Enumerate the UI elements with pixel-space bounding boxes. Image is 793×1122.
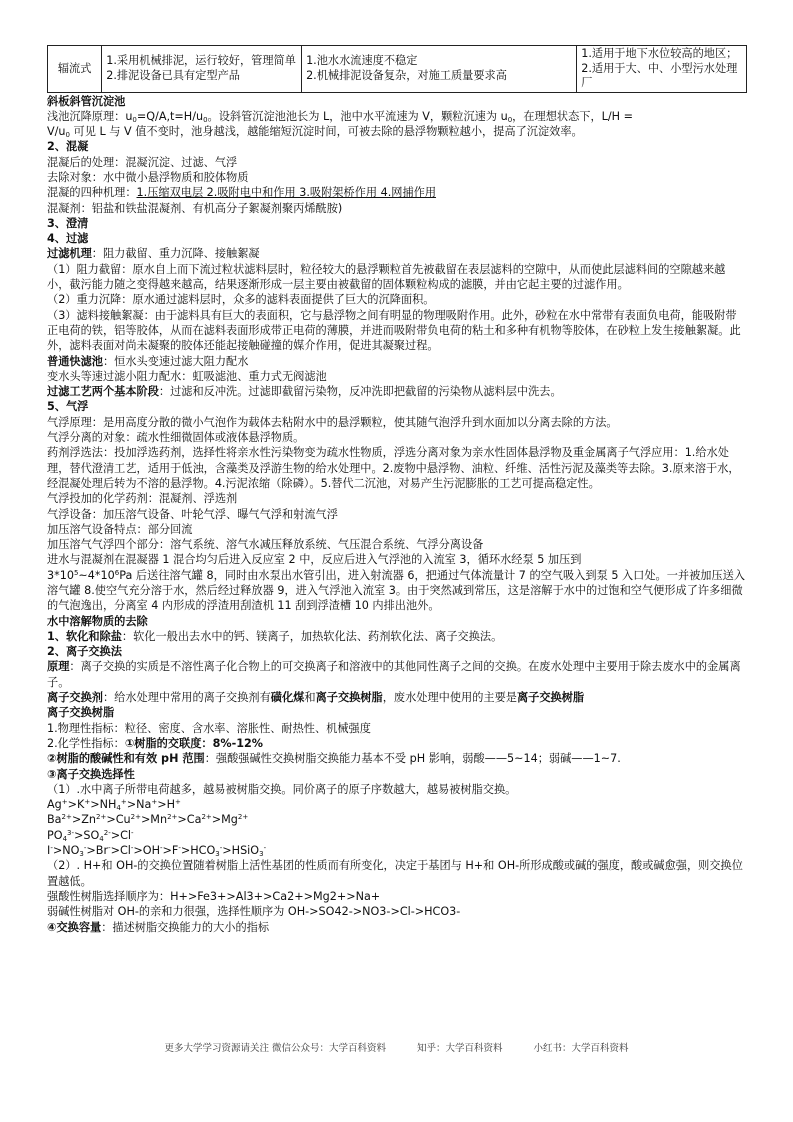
bold-text: ①树脂的交联度：8%-12% bbox=[124, 736, 264, 750]
charge: - bbox=[160, 844, 163, 853]
text: ：过滤和反冲洗。过滤即截留污染物，反冲洗即把截留的污染物从滤料层中洗去。 bbox=[158, 385, 562, 399]
text: 浅池沉降原理：u bbox=[47, 109, 133, 123]
ion-series-2 bbox=[47, 812, 747, 827]
filtration-title: 4、过滤 bbox=[47, 232, 89, 246]
resin-title: 离子交换树脂 bbox=[47, 706, 115, 720]
charge: - bbox=[83, 844, 87, 853]
bold-text: ④交换容量 bbox=[47, 920, 102, 934]
text: ，在理想状态下，L/H = bbox=[512, 109, 634, 123]
subscript: 3 bbox=[215, 850, 220, 859]
filtration-paragraph: （1）阻力截留：原水自上而下流过粒状滤料层时，粒径较大的悬浮颗粒首先被截留在表层滤料的空隙中，从而使此层滤料间的空隙越来越小，截污能力随之变得越来越高，结果逐渐形成一层主要由被截留的固体颗粒构成的滤膜，并由它起主要的过滤作用。 bbox=[47, 262, 726, 292]
charge: - bbox=[178, 844, 181, 853]
charge: 2+ bbox=[201, 813, 212, 822]
coagulation-line: 混凝后的处理：混凝沉淀、过滤、气浮 bbox=[47, 155, 238, 169]
subscript: 3 bbox=[259, 850, 264, 859]
table-cell-name: 辐流式 bbox=[48, 46, 102, 93]
text: V/u bbox=[47, 125, 66, 139]
ion: >NH bbox=[90, 798, 117, 812]
coagulation-mechanisms bbox=[47, 185, 747, 200]
label: 原理 bbox=[47, 660, 70, 674]
advantage-2: 2.排泥设备已具有定型产品 bbox=[106, 68, 240, 82]
ion: >H bbox=[157, 798, 176, 812]
ion: >Br bbox=[86, 844, 109, 858]
filtration-paragraph: （3）滤料接触絮凝：由于滤料具有巨大的表面积，它与悬浮物之间有明显的物理吸附作用。此外，砂粒在水中常带有表面负电荷，能吸附带正电荷的铁，铝等胶体，从而在滤料表面形成带正电荷的薄膜，并进而吸附带负电荷的粘土和多种有机物等胶体，在砂粒上发生接触絮凝。此外，滤料表面对尚未凝聚的胶体还能起接触碰撞的媒介作用，促进其凝聚过程。 bbox=[47, 308, 741, 353]
table-row bbox=[48, 46, 747, 93]
table-cell-applicability: 1.适用于地下水位较高的地区；2.适用于大、中、小型污水处理厂 bbox=[577, 46, 747, 93]
text: ~4*10 bbox=[78, 568, 115, 582]
comparison-table bbox=[47, 45, 747, 93]
flotation-process bbox=[47, 568, 747, 614]
charge: 2+ bbox=[130, 813, 141, 822]
coagulation-line: 去除对象：水中微小悬浮物质和胶体物质 bbox=[47, 170, 249, 184]
resin-line bbox=[47, 736, 747, 751]
ion: Ba bbox=[47, 813, 62, 827]
ion: >HCO bbox=[180, 844, 216, 858]
charge: + bbox=[61, 798, 68, 807]
ion-series-3 bbox=[47, 828, 747, 843]
subscript: 3 bbox=[79, 850, 84, 859]
ion: >OH bbox=[133, 844, 161, 858]
text: ：给水处理中常用的离子交换剂有 bbox=[102, 691, 271, 705]
document-page bbox=[47, 45, 747, 935]
ion: >Ca bbox=[177, 813, 202, 827]
ion: Ag bbox=[47, 798, 62, 812]
ion: >Mg bbox=[211, 813, 238, 827]
ion: >Zn bbox=[71, 813, 96, 827]
subscript: 0 bbox=[132, 115, 137, 124]
footer-xiaohongshu: 小红书：大学百科资料 bbox=[533, 1043, 629, 1054]
filtration-mechanism bbox=[47, 246, 747, 261]
bold-text: 磺化煤 bbox=[270, 691, 305, 705]
disadvantage-2: 2.机械排泥设备复杂，对施工质量要求高 bbox=[306, 68, 507, 82]
charge: - bbox=[219, 844, 223, 853]
ion-exchange-principle bbox=[47, 659, 747, 690]
inclined-tube-principle bbox=[47, 109, 747, 124]
charge: - bbox=[131, 828, 134, 837]
subscript: 0 bbox=[65, 131, 70, 140]
ion: >SO bbox=[74, 828, 100, 842]
table-cell-advantages bbox=[102, 46, 302, 93]
ion: PO bbox=[47, 828, 63, 842]
subscript: 4 bbox=[62, 834, 68, 843]
label: 过滤机理 bbox=[47, 247, 92, 261]
resin-line: 强酸性树脂选择顺序为：H+>Fe3+>Al3+>Ca2+>Mg2+>Na+ bbox=[47, 889, 381, 903]
label: 1、软化和除盐 bbox=[47, 629, 122, 643]
label: 普通快滤池 bbox=[47, 354, 103, 368]
clarification-title: 3、澄清 bbox=[47, 216, 89, 230]
charge: 2+ bbox=[61, 813, 72, 822]
resin-line bbox=[47, 751, 747, 766]
ion-exchange-title: 2、离子交换法 bbox=[47, 645, 122, 659]
resin-line: 1.物理性指标：粒径、密度、含水率、溶胀性、耐热性、机械强度 bbox=[47, 721, 371, 735]
flotation-line: 进水与混凝剂在混凝器 1 混合均匀后进入反应室 2 中，反应后进入气浮池的入流室 3，循环水经泵 5 加压到 bbox=[47, 553, 582, 567]
mechanism-list: 1.压缩双电层 2.吸附电中和作用 3.吸附架桥作用 4.网捕作用 bbox=[136, 186, 437, 200]
ion: >Cu bbox=[106, 813, 131, 827]
charge: + bbox=[120, 798, 127, 807]
resin-line: ③离子交换选择性 bbox=[47, 767, 135, 781]
filtration-paragraph: （2）重力沉降：原水通过滤料层时，众多的滤料表面提供了巨大的沉降面积。 bbox=[47, 293, 435, 307]
coagulation-line: 混凝剂：铝盐和铁盐混凝剂、有机高分子絮凝剂聚丙烯酰胺) bbox=[47, 201, 343, 215]
label: 过滤工艺两个基本阶段 bbox=[47, 385, 159, 399]
text: 2.化学性指标： bbox=[47, 736, 125, 750]
ion: >HSiO bbox=[222, 844, 260, 858]
charge: - bbox=[263, 844, 267, 853]
text: ：离子交换的实质是不溶性离子化合物上的可交换离子和溶液中的其他同性离子之间的交换。在废水处理中主要用于除去废水中的金属离子。 bbox=[47, 660, 741, 689]
ion-series-4 bbox=[47, 843, 747, 858]
bold-text: 离子交换树脂 bbox=[315, 691, 383, 705]
charge: 2- bbox=[103, 828, 111, 837]
text: ：阻力截留、重力沉降、接触絮凝 bbox=[91, 247, 260, 261]
page-footer bbox=[0, 1041, 793, 1056]
subscript: 0 bbox=[203, 115, 208, 124]
dissolved-title: 水中溶解物质的去除 bbox=[47, 614, 148, 628]
text: =Q/A,t=H/u bbox=[136, 109, 204, 123]
ion: >K bbox=[67, 798, 85, 812]
resin-paragraph: （2）. H+和 OH-的交换位置随着树脂上活性基团的性质而有所变化，决定于基团与 H+和 OH-所形成酸或碱的强度，酸或碱愈强，则交换位置越低。 bbox=[47, 859, 743, 888]
ion-exchange-agent bbox=[47, 690, 747, 705]
charge: 2+ bbox=[237, 813, 249, 822]
filtration-variable: 变水头等速过滤小阻力配水：虹吸滤池、重力式无阀滤池 bbox=[47, 369, 327, 383]
flotation-line: 气浮分离的对象：疏水性细微固体或液体悬浮物质。 bbox=[47, 431, 305, 445]
text: 和 bbox=[304, 691, 316, 705]
inclined-tube-title: 斜板斜管沉淀池 bbox=[47, 94, 126, 108]
flotation-line: 加压溶气气浮四个部分：溶气系统、溶气水减压释放系统、气压混合系统、气浮分离设备 bbox=[47, 538, 484, 552]
ion: I bbox=[47, 844, 51, 858]
inclined-tube-conclusion bbox=[47, 124, 747, 139]
flotation-line: 气浮投加的化学药剂：混凝剂、浮选剂 bbox=[47, 492, 238, 506]
charge: - bbox=[50, 844, 53, 853]
text: ：恒水头变速过滤大阻力配水 bbox=[102, 354, 249, 368]
charge: + bbox=[175, 798, 181, 807]
charge: - bbox=[130, 844, 134, 853]
resin-line: 弱碱性树脂对 OH-的亲和力很强，选择性顺序为 OH->SO42->NO3->Cl->HCO3- bbox=[47, 905, 461, 919]
text: ：软化一般出去水中的钙、镁离子，加热软化法、药剂软化法、离子交换法。 bbox=[121, 629, 503, 643]
text: ，废水处理中使用的主要是 bbox=[382, 691, 517, 705]
footer-zhihu: 知乎：大学百科资料 bbox=[417, 1043, 503, 1054]
text: ：强酸强碱性交换树脂交换能力基本不受 pH 影响，弱酸——5~14；弱碱——1~7. bbox=[204, 752, 621, 766]
ion: >Cl bbox=[110, 828, 132, 842]
resin-line bbox=[47, 920, 747, 935]
resin-line: （1）.水中离子所带电荷越多，越易被树脂交换。同价离子的原子序数越大，越易被树脂交换。 bbox=[47, 782, 517, 796]
flotation-line: 气浮设备：加压溶气设备、叶轮气浮、曝气气浮和射流气浮 bbox=[47, 507, 338, 521]
charge: 2+ bbox=[167, 813, 178, 822]
ion: >Mn bbox=[140, 813, 168, 827]
ion: >Cl bbox=[110, 844, 131, 858]
superscript: 6 bbox=[114, 568, 120, 577]
bold-text: 离子交换树脂 bbox=[516, 691, 585, 705]
flotation-line: 加压溶气设备特点：部分回流 bbox=[47, 522, 193, 536]
text: 混凝的四种机理： bbox=[47, 186, 137, 200]
subscript: 4 bbox=[99, 834, 104, 843]
table-cell-disadvantages bbox=[302, 46, 577, 93]
ion: >F bbox=[162, 844, 179, 858]
flotation-paragraph: 药剂浮选法：投加浮选药剂，选择性将亲水性污染物变为疏水性物质，浮选分离对象为亲水性固体悬浮物及重金属离子气浮应用：1.给水处理，替代澄清工艺，适用于低浊，含藻类及浮游生物的给水处理中。2.废物中悬浮物、油粒、纤维、活性污泥及藻类等去除。3.原来溶于水，经混凝处理后转为不溶的悬浮物。4.污泥浓缩（除磷）。5.替代二沉池，对易产生污泥膨胀的工艺可提高稳定性。 bbox=[47, 446, 740, 490]
ion: >Na bbox=[126, 798, 152, 812]
charge: 2+ bbox=[96, 813, 107, 822]
footer-wechat: 更多大学学习资源请关注 微信公众号：大学百科资料 bbox=[164, 1043, 386, 1054]
text: ：描述树脂交换能力的大小的指标 bbox=[101, 920, 270, 934]
text: 3*10 bbox=[47, 568, 74, 582]
label: 离子交换剂 bbox=[47, 691, 103, 705]
bold-text: ②树脂的酸碱性和有效 pH 范围 bbox=[47, 752, 205, 766]
charge: 3- bbox=[67, 828, 75, 837]
subscript: 0 bbox=[507, 115, 513, 124]
charge: + bbox=[151, 798, 158, 807]
subscript: 4 bbox=[116, 804, 121, 813]
coagulation-title: 2、混凝 bbox=[47, 140, 89, 154]
filtration-stages bbox=[47, 384, 747, 399]
softening-line bbox=[47, 629, 747, 644]
charge: - bbox=[108, 844, 111, 853]
text: Pa 后送往溶气罐 8，同时由水泵出水管引出，进入射流器 6，把通过气体流量计 7 的空气吸入到泵 5 入口处。一并被加压送入溶气罐 8.使空气充分溶于水，然后经过释放器 9，进入气浮池入流室 3。由于突然减到常压，这是溶解于水中的过饱和空气便形成了许多细微的气泡逸出，分离室 4 内形成的浮渣用刮渣机 11 刮到浮渣槽 10 内排出池外。 bbox=[47, 568, 746, 613]
filtration-common bbox=[47, 354, 747, 369]
advantage-1: 1.采用机械排泥，运行较好，管理简单 bbox=[106, 54, 296, 68]
flotation-title: 5、气浮 bbox=[47, 400, 89, 414]
ion: >NO bbox=[52, 844, 80, 858]
disadvantage-1: 1.池水水流速度不稳定 bbox=[306, 54, 418, 68]
charge: + bbox=[84, 798, 91, 807]
superscript: 5 bbox=[73, 568, 79, 577]
text: 。设斜管沉淀池池长为 L，池中水平流速为 V，颗粒沉速为 u bbox=[207, 109, 508, 123]
flotation-line: 气浮原理：是用高度分散的微小气泡作为载体去粘附水中的悬浮颗粒，使其随气泡浮升到水面加以分离去除的方法。 bbox=[47, 415, 618, 429]
text: 可见 L 与 V 值不变时，池身越浅，越能缩短沉淀时间，可被去除的悬浮物颗粒越小，提高了沉淀效率。 bbox=[69, 125, 583, 139]
ion-series-1 bbox=[47, 797, 747, 812]
